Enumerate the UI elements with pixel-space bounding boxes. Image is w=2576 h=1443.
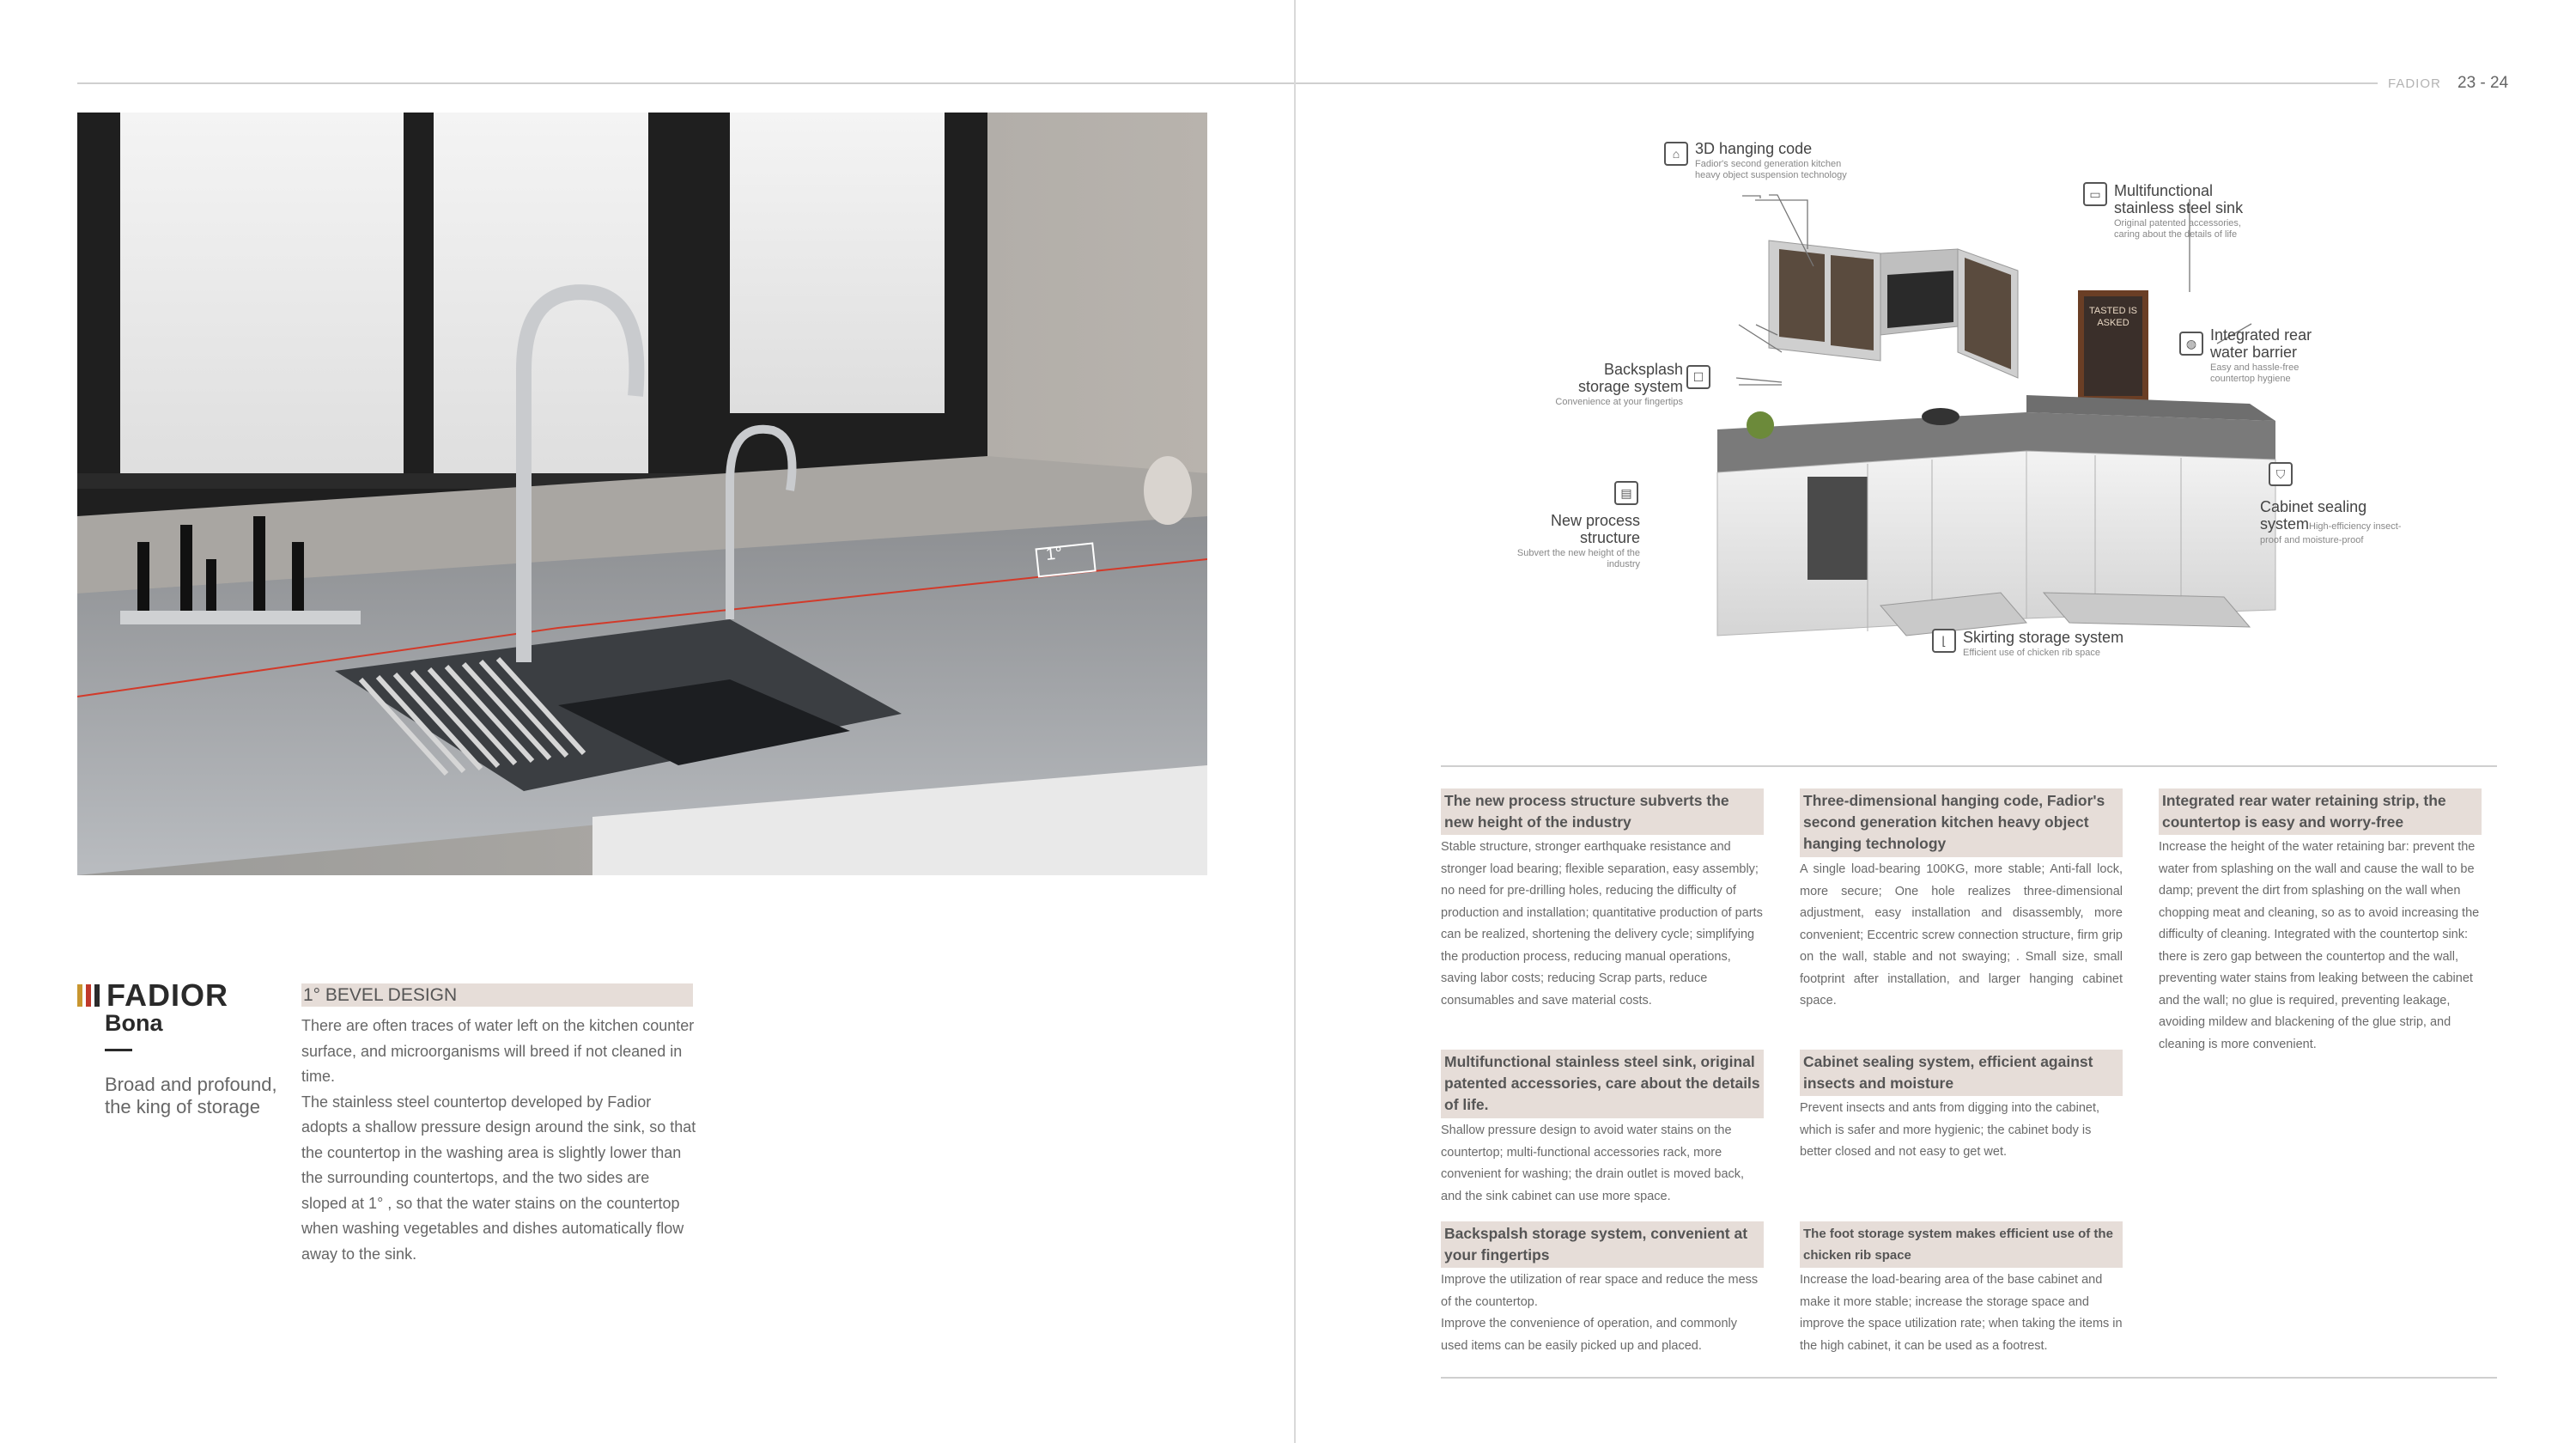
feature-body-foot-storage: Increase the load-bearing area of the base cabinet and make it more stable; increase the storage space and improve the space utilization rate; when taking the items in the high cabinet, it can be used as a footrest.	[1800, 1273, 2123, 1353]
logo-bars-icon	[77, 984, 100, 1007]
tagline	[105, 1074, 294, 1118]
shelf-icon: ☐	[1686, 365, 1710, 389]
feature-heading-backsplash	[1441, 1221, 1764, 1268]
feature-heading-multifunctional-sink	[1441, 1050, 1764, 1118]
feature-body-backsplash: Improve the utilization of rear space and reduce the mess of the countertop. Improve the convenience of operation, and commonly used items can be easily picked up and placed.	[1441, 1273, 1759, 1353]
chalkboard-text: TASTED IS ASKED	[2088, 306, 2138, 328]
callout-desc-inline: High-efficiency insect-	[2309, 521, 2402, 532]
callout-water-barrier	[2210, 326, 2339, 385]
callout-title-2: storage system	[1577, 378, 1683, 395]
feature-title: The new process structure subverts the new height of the industry	[1444, 792, 1729, 831]
callout-title-1: Integrated rear	[2210, 326, 2312, 344]
feature-title: Integrated rear water retaining strip, the countertop is easy and worry-free	[2162, 792, 2446, 831]
callout-3d-hanging-code	[1695, 140, 1850, 181]
feature-heading-foot-storage	[1800, 1221, 2123, 1268]
callout-desc: Easy and hassle-free countertop hygiene	[2210, 362, 2300, 384]
feature-body-new-process: Stable structure, stronger earthquake resistance and stronger load bearing; flexible separation, easy assembly; no need for pre-drilling holes, reducing the difficulty of production and installation; quantitative production of parts can be realized, shortening the delivery cycle; simplifying the production process, reducing manual operations, saving labor costs; reducing Scrap parts, reduce consumables and save material costs.	[1441, 840, 1763, 1008]
logo-text: FADIOR	[106, 977, 229, 1013]
kitchen-sink-illustration	[77, 113, 1207, 875]
callout-desc: Subvert the new height of the industry	[1516, 548, 1640, 569]
feature-title: Three-dimensional hanging code, Fadior's second generation kitchen heavy object hanging technology	[1803, 792, 2105, 852]
bevel-title: 1° BEVEL DESIGN	[303, 985, 458, 1005]
tagline-line-2: the king of storage	[105, 1096, 261, 1117]
feature-title: Backspalsh storage system, convenient at your fingertips	[1444, 1225, 1748, 1263]
feature-body-multifunctional-sink: Shallow pressure design to avoid water stains on the countertop; multi-functional accessories rack, more convenient for washing; the drain outlet is moved back, and the sink cabinet can use more space.	[1441, 1123, 1745, 1203]
model-name: Bona	[105, 1010, 163, 1036]
callout-title: 3D hanging code	[1695, 140, 1813, 157]
sink-icon: ▭	[2083, 182, 2107, 206]
fadior-logo	[77, 977, 228, 1014]
drawer-icon: ⌊	[1932, 629, 1956, 653]
callout-title-2: system	[2260, 515, 2310, 533]
feature-title: The foot storage system makes efficient use of the chicken rib space	[1803, 1227, 2113, 1263]
callout-desc: Efficient use of chicken rib space	[1963, 648, 2100, 658]
header-brand: FADIOR	[2388, 76, 2441, 91]
callout-title-2: stainless steel sink	[2114, 199, 2244, 216]
callout-cabinet-sealing	[2260, 498, 2432, 546]
callout-title-1: Multifunctional	[2114, 182, 2214, 199]
callout-title-1: Backsplash	[1603, 361, 1683, 378]
callout-title: Skirting storage system	[1963, 629, 2124, 646]
feature-body-hanging-code: A single load-bearing 100KG, more stable; Anti-fall lock, more secure; One hole realizes three-dimensional adjustment, easy installation and disassembly, more convenient; Eccentric screw connection structure, firm grip on the wall, stable and not swaying; . Small size, small footprint after installation, and larger hanging cabinet space.	[1800, 862, 2123, 1008]
feature-heading-water-retaining	[2159, 788, 2482, 835]
tagline-line-1: Broad and profound,	[105, 1074, 277, 1095]
feature-title: Cabinet sealing system, efficient against insects and moisture	[1803, 1053, 2093, 1092]
callout-skirting-storage	[1963, 629, 2152, 659]
kitchen-sink-photo	[77, 113, 1207, 875]
header-rule-left	[77, 82, 1294, 84]
callout-title-2: structure	[1579, 529, 1640, 546]
callout-title-2: water barrier	[2210, 344, 2298, 361]
feature-title: Multifunctional stainless steel sink, original patented accessories, care about the details of life.	[1444, 1053, 1760, 1113]
water-drop-icon: ◍	[2179, 332, 2203, 356]
features-bottom-rule	[1441, 1377, 2497, 1379]
feature-heading-hanging-code	[1800, 788, 2123, 857]
callout-multifunctional-sink	[2114, 182, 2269, 240]
feature-body-cabinet-sealing: Prevent insects and ants from digging into the cabinet, which is safer and more hygienic; the cabinet body is better closed and not easy to get wet.	[1800, 1101, 2100, 1159]
bevel-design-heading	[301, 983, 693, 1007]
feature-heading-cabinet-sealing	[1800, 1050, 2123, 1096]
model-underline	[105, 1049, 132, 1051]
feature-body-water-retaining: Increase the height of the water retaining bar: prevent the water from splashing on the wall and cause the wall to be damp; prevent the dirt from splashing on the wall when chopping meat and cleaning, so as to avoid increasing the difficulty of cleaning. Integrated with the countertop sink: there is zero gap between the countertop and the wall, preventing water stains from leaking between the cabinet and the wall; no glue is required, preventing leakage, avoiding mildew and blackening of the glue strip, and cleaning is more convenient.	[2159, 840, 2480, 1051]
features-top-rule	[1441, 765, 2497, 767]
callout-backsplash-storage	[1546, 361, 1683, 408]
cabinet-icon: ▤	[1614, 481, 1638, 505]
callout-title-1: New process	[1550, 512, 1640, 529]
kitchen-feature-diagram	[1477, 129, 2533, 679]
callout-new-process-structure	[1511, 512, 1640, 570]
bevel-design-body: There are often traces of water left on the kitchen counter surface, and microorganisms will breed if not cleaned in time. The stainless steel countertop developed by Fadior adopts a shallow pressure design around the sink, so that the countertop in the washing area is slightly lower than the surrounding countertops, and the two sides are sloped at 1° , so that the water stains on the countertop when washing vegetables and dishes automatically flow away to the sink.	[301, 1017, 696, 1263]
page-spine	[1294, 0, 1296, 1443]
bevel-degree-marker: 1°	[1044, 544, 1064, 564]
callout-title-1: Cabinet sealing	[2260, 498, 2367, 515]
shield-icon: ⛉	[2269, 462, 2293, 486]
callout-desc: Fadior's second generation kitchen heavy object suspension technology	[1695, 159, 1847, 180]
page-numbers: 23 - 24	[2458, 74, 2509, 92]
callout-desc: proof and moisture-proof	[2260, 535, 2364, 545]
callout-desc: Convenience at your fingertips	[1555, 397, 1683, 407]
header-rule-right	[1296, 82, 2378, 84]
callout-desc: Original patented accessories, caring about the details of life	[2114, 218, 2241, 240]
feature-heading-new-process	[1441, 788, 1764, 835]
hanger-icon: ⌂	[1664, 142, 1688, 166]
